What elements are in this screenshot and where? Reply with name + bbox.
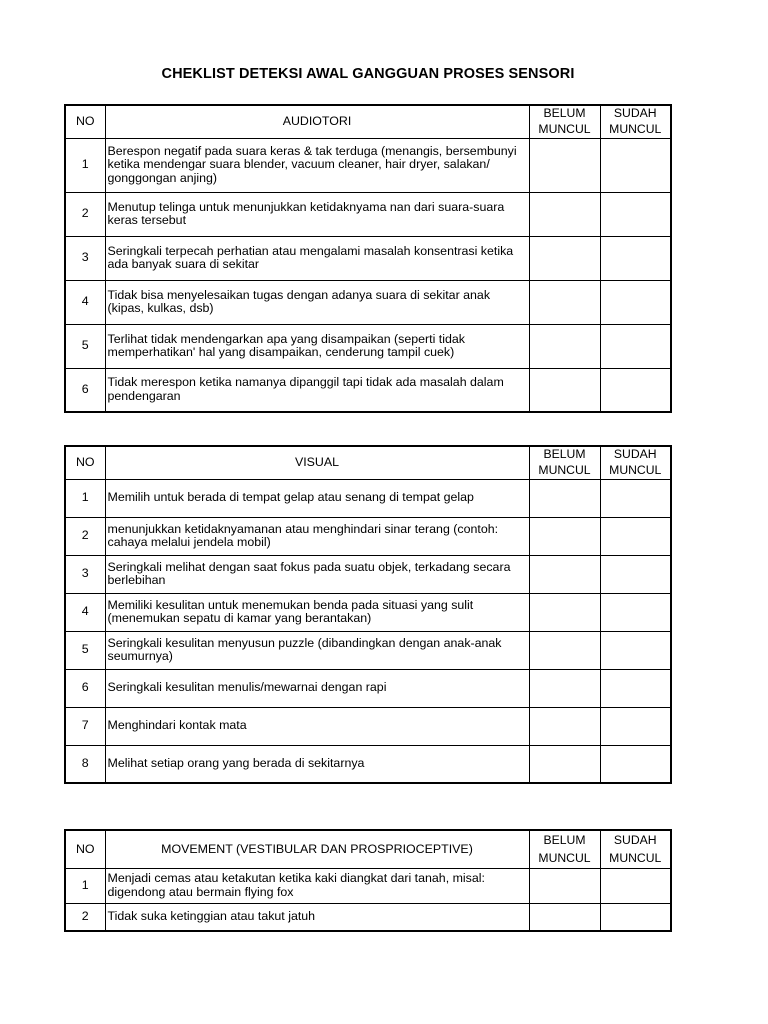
belum-muncul-cell[interactable] <box>529 555 600 593</box>
table-row <box>65 555 671 593</box>
table-row <box>65 479 671 517</box>
belum-muncul-header: BELUM MUNCUL <box>529 830 600 868</box>
row-item-text: menunjukkan ketidaknyamanan atau menghindari sinar terang (contoh: cahaya melalui jendela mobil) <box>105 517 529 555</box>
category-header: MOVEMENT (VESTIBULAR DAN PROSPRIOCEPTIVE) <box>105 830 529 868</box>
table-row <box>65 368 671 412</box>
row-item-text: Menghindari kontak mata <box>105 707 529 745</box>
row-item-text: Seringkali kesulitan menyusun puzzle (dibandingkan dengan anak-anak seumurnya) <box>105 631 529 669</box>
belum-muncul-cell[interactable] <box>529 138 600 192</box>
row-number: 5 <box>65 631 105 669</box>
row-item-text: Menjadi cemas atau ketakutan ketika kaki diangkat dari tanah, misal: digendong atau bermain flying fox <box>105 868 529 903</box>
row-item-text: Memiliki kesulitan untuk menemukan benda pada situasi yang sulit (menemukan sepatu di kamar yang berantakan) <box>105 593 529 631</box>
belum-muncul-cell[interactable] <box>529 903 600 931</box>
sudah-muncul-cell[interactable] <box>600 324 671 368</box>
row-item-text: Menutup telinga untuk menunjukkan ketidaknyama nan dari suara-suara keras tersebut <box>105 192 529 236</box>
row-number: 2 <box>65 517 105 555</box>
row-number: 4 <box>65 280 105 324</box>
row-item-text: Memilih untuk berada di tempat gelap atau senang di tempat gelap <box>105 479 529 517</box>
belum-muncul-cell[interactable] <box>529 745 600 783</box>
row-number: 1 <box>65 138 105 192</box>
table-row <box>65 631 671 669</box>
table-row <box>65 517 671 555</box>
row-item-text: Seringkali melihat dengan saat fokus pada suatu objek, terkadang secara berlebihan <box>105 555 529 593</box>
table-header-row <box>65 105 671 138</box>
row-number: 6 <box>65 669 105 707</box>
belum-muncul-cell[interactable] <box>529 669 600 707</box>
belum-muncul-cell[interactable] <box>529 593 600 631</box>
sudah-muncul-cell[interactable] <box>600 138 671 192</box>
row-number: 6 <box>65 368 105 412</box>
row-number: 5 <box>65 324 105 368</box>
belum-muncul-cell[interactable] <box>529 868 600 903</box>
sudah-muncul-cell[interactable] <box>600 868 671 903</box>
sudah-muncul-cell[interactable] <box>600 669 671 707</box>
category-header: AUDIOTORI <box>105 105 529 138</box>
sudah-muncul-cell[interactable] <box>600 236 671 280</box>
row-number: 1 <box>65 479 105 517</box>
no-header: NO <box>65 830 105 868</box>
table-header-row <box>65 830 671 868</box>
sudah-muncul-cell[interactable] <box>600 192 671 236</box>
sudah-muncul-cell[interactable] <box>600 517 671 555</box>
sudah-muncul-cell[interactable] <box>600 593 671 631</box>
belum-muncul-cell[interactable] <box>529 517 600 555</box>
row-item-text: Melihat setiap orang yang berada di sekitarnya <box>105 745 529 783</box>
table-row <box>65 192 671 236</box>
sudah-muncul-header: SUDAH MUNCUL <box>600 830 671 868</box>
belum-muncul-header: BELUM MUNCUL <box>529 105 600 138</box>
document-title: CHEKLIST DETEKSI AWAL GANGGUAN PROSES SENSORI <box>161 66 575 82</box>
row-number: 4 <box>65 593 105 631</box>
row-item-text: Seringkali terpecah perhatian atau mengalami masalah konsentrasi ketika ada banyak suara di sekitar <box>105 236 529 280</box>
row-number: 2 <box>65 192 105 236</box>
table-row <box>65 593 671 631</box>
table-row <box>65 324 671 368</box>
row-item-text: Tidak bisa menyelesaikan tugas dengan adanya suara di sekitar anak (kipas, kulkas, dsb) <box>105 280 529 324</box>
no-header: NO <box>65 105 105 138</box>
belum-muncul-cell[interactable] <box>529 280 600 324</box>
category-header: VISUAL <box>105 446 529 479</box>
sudah-muncul-cell[interactable] <box>600 745 671 783</box>
table-row <box>65 236 671 280</box>
no-header: NO <box>65 446 105 479</box>
sudah-muncul-cell[interactable] <box>600 368 671 412</box>
row-number: 8 <box>65 745 105 783</box>
row-item-text: Berespon negatif pada suara keras & tak terduga (menangis, bersembunyi ketika mendengar suara blender, vacuum cleaner, hair dryer, salakan/ gonggongan anjing) <box>105 138 529 192</box>
sudah-muncul-cell[interactable] <box>600 903 671 931</box>
belum-muncul-cell[interactable] <box>529 631 600 669</box>
belum-muncul-cell[interactable] <box>529 324 600 368</box>
belum-muncul-cell[interactable] <box>529 368 600 412</box>
row-number: 7 <box>65 707 105 745</box>
belum-muncul-cell[interactable] <box>529 192 600 236</box>
belum-muncul-cell[interactable] <box>529 479 600 517</box>
sudah-muncul-cell[interactable] <box>600 707 671 745</box>
table-row <box>65 903 671 931</box>
row-item-text: Tidak merespon ketika namanya dipanggil tapi tidak ada masalah dalam pendengaran <box>105 368 529 412</box>
table-row <box>65 707 671 745</box>
sudah-muncul-cell[interactable] <box>600 280 671 324</box>
audiotori-table <box>64 104 672 413</box>
belum-muncul-cell[interactable] <box>529 236 600 280</box>
belum-muncul-cell[interactable] <box>529 707 600 745</box>
sudah-muncul-header: SUDAH MUNCUL <box>600 105 671 138</box>
row-item-text: Tidak suka ketinggian atau takut jatuh <box>105 903 529 931</box>
table-row <box>65 669 671 707</box>
belum-muncul-header: BELUM MUNCUL <box>529 446 600 479</box>
sudah-muncul-header: SUDAH MUNCUL <box>600 446 671 479</box>
row-number: 2 <box>65 903 105 931</box>
row-item-text: Terlihat tidak mendengarkan apa yang disampaikan (seperti tidak memperhatikan' hal yang disampaikan, cenderung tampil cuek) <box>105 324 529 368</box>
table-row <box>65 138 671 192</box>
visual-table <box>64 445 672 784</box>
table-row <box>65 280 671 324</box>
row-number: 3 <box>65 555 105 593</box>
row-item-text: Seringkali kesulitan menulis/mewarnai dengan rapi <box>105 669 529 707</box>
sudah-muncul-cell[interactable] <box>600 479 671 517</box>
sudah-muncul-cell[interactable] <box>600 555 671 593</box>
table-header-row <box>65 446 671 479</box>
row-number: 3 <box>65 236 105 280</box>
row-number: 1 <box>65 868 105 903</box>
table-row <box>65 868 671 903</box>
sudah-muncul-cell[interactable] <box>600 631 671 669</box>
table-row <box>65 745 671 783</box>
movement-table <box>64 829 672 932</box>
